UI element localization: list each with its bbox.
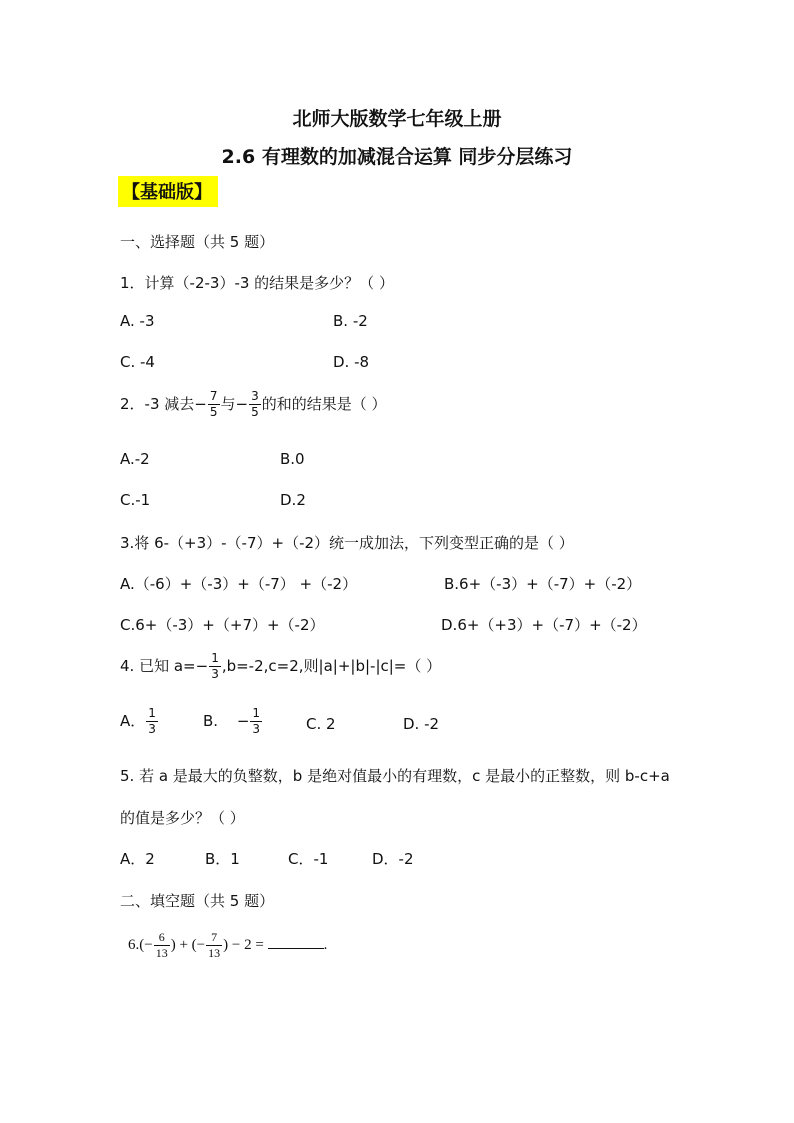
q4-option-b-num: 1	[252, 706, 261, 720]
question-1-option-b: B. -2	[333, 312, 368, 330]
question-1-option-a: A. -3	[120, 312, 155, 330]
question-1-stem: 1．计算（-2-3）-3 的结果是多少？（ ）	[120, 274, 394, 292]
question-5-stem-line-1: 5. 若 a 是最大的负整数，b 是绝对值最小的有理数，c 是最小的正整数，则 b-c+a	[120, 767, 670, 785]
question-5-option-d: D．-2	[372, 850, 414, 868]
q6-fraction-1-den: 13	[155, 946, 168, 960]
question-4-option-c: C. 2	[306, 715, 336, 733]
q6-minus-2: −	[196, 936, 206, 953]
q4-option-b-fraction	[250, 706, 262, 737]
question-6-expression	[128, 930, 327, 961]
q6-fraction-2-num: 7	[206, 930, 222, 946]
q4-option-b-minus: −	[236, 712, 250, 730]
q6-fraction-2	[206, 930, 222, 961]
q2-suffix: 的和的结果是（ ）	[261, 395, 387, 413]
q4-option-a-fraction	[146, 706, 158, 737]
question-4-option-d: D. -2	[403, 715, 440, 733]
question-1-option-d: D. -8	[333, 353, 370, 371]
level-badge: 【基础版】	[118, 176, 218, 207]
section-heading-fill-in: 二、填空题（共 5 题）	[120, 892, 275, 910]
q6-suffix: ) − 2 =	[223, 936, 264, 953]
q6-end: .	[323, 936, 328, 953]
document-title: 北师大版数学七年级上册	[292, 108, 502, 130]
question-3-option-b: B.6+（-3）+（-7）+（-2）	[444, 575, 642, 593]
q2-mid: 与	[220, 395, 236, 413]
question-3-option-d: D.6+（+3）+（-7）+（-2）	[441, 616, 647, 634]
question-2-option-a: A.-2	[120, 450, 150, 468]
question-5-option-b: B．1	[205, 850, 240, 868]
q6-mid: ) + (	[170, 936, 197, 953]
q6-prefix: 6.(	[128, 936, 145, 953]
q2-fraction-2	[249, 389, 261, 420]
q6-minus-1: −	[144, 936, 153, 953]
question-5-stem-line-2: 的值是多少？（ ）	[120, 809, 245, 827]
q2-fraction-1	[208, 389, 220, 420]
q2-fraction-2-den: 5	[251, 405, 259, 419]
document-subtitle: 2.6 有理数的加减混合运算 同步分层练习	[221, 146, 573, 168]
q6-fraction-1	[154, 930, 170, 961]
question-2-option-d: D.2	[280, 491, 306, 509]
q2-fraction-1-den: 5	[209, 405, 218, 419]
q4-minus: −	[195, 657, 209, 675]
question-4-option-a	[120, 706, 159, 737]
q4-fraction	[209, 651, 221, 682]
q6-answer-blank[interactable]	[268, 934, 324, 949]
question-2-option-c: C.-1	[120, 491, 151, 509]
question-5-option-a: A．2	[120, 850, 155, 868]
q4-option-b-den: 3	[252, 722, 261, 736]
question-5-option-c: C．-1	[288, 850, 329, 868]
q4-option-a-den: 3	[148, 722, 156, 736]
q2-fraction-1-num: 7	[209, 389, 218, 403]
question-4-option-b	[203, 706, 263, 737]
question-3-stem: 3.将 6-（+3）-（-7）+（-2）统一成加法，下列变型正确的是（ ）	[120, 534, 574, 552]
q6-fraction-1-num: 6	[154, 930, 170, 946]
q2-prefix: 2．-3 减去	[120, 395, 195, 413]
q4-fraction-den: 3	[211, 667, 219, 681]
q4-option-b-label: B.	[203, 712, 219, 730]
q4-prefix: 4. 已知 a=	[120, 657, 196, 675]
q4-suffix: ,b=-2,c=2,则|a|+|b|-|c|=（ ）	[221, 657, 442, 675]
q2-minus-2: −	[235, 395, 249, 413]
section-heading-choice: 一、选择题（共 5 题）	[120, 233, 275, 251]
q4-option-a-num: 1	[148, 706, 156, 720]
question-4-stem	[120, 651, 441, 682]
question-3-option-a: A.（-6）+（-3）+（-7） +（-2）	[120, 575, 358, 593]
question-1-option-c: C. -4	[120, 353, 155, 371]
question-2-option-b: B.0	[280, 450, 305, 468]
q6-fraction-2-den: 13	[208, 946, 221, 960]
q4-fraction-num: 1	[211, 651, 219, 665]
question-2-stem	[120, 389, 387, 420]
q2-fraction-2-num: 3	[251, 389, 259, 403]
question-3-option-c: C.6+（-3）+（+7）+（-2）	[120, 616, 325, 634]
q4-option-a-label: A．	[120, 712, 146, 730]
q2-minus-1: −	[194, 395, 207, 413]
